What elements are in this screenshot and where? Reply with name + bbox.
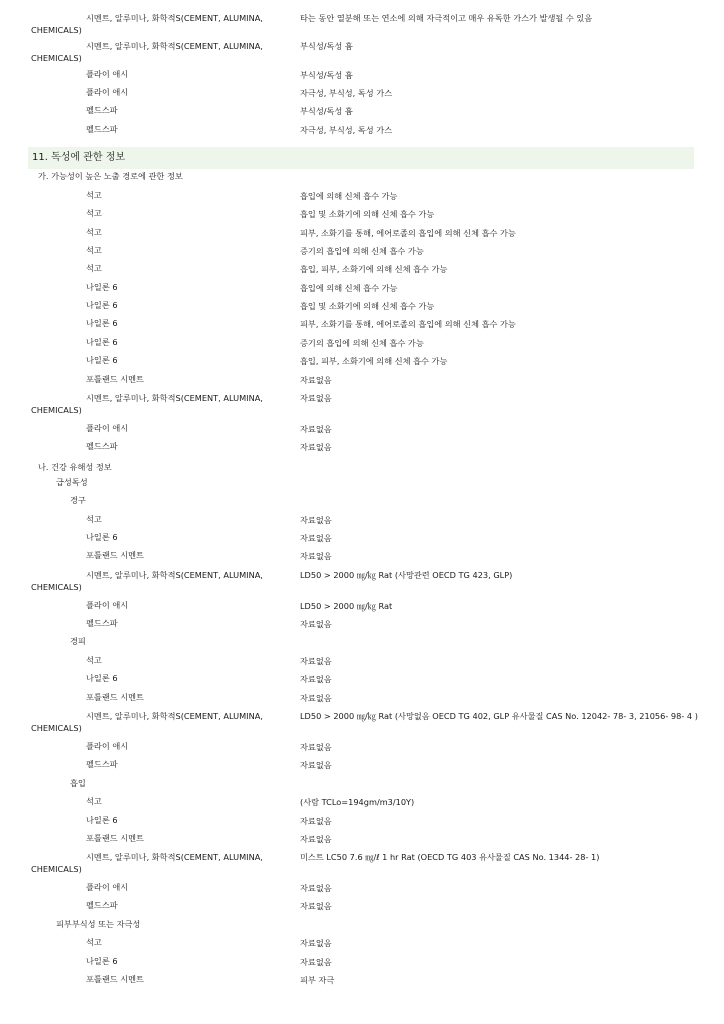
substance-name-cont: CHEMICALS) <box>31 405 82 415</box>
hazard-value: 자극성, 부식성, 독성 가스 <box>300 88 393 98</box>
tox-value: 자료없음 <box>300 533 332 543</box>
substance-name-cont: CHEMICALS) <box>31 53 82 63</box>
route-value: 피부, 소화기를 통해, 에어로졸의 흡입에 의해 신체 흡수 가능 <box>300 319 516 329</box>
tox-value: 자료없음 <box>300 901 332 911</box>
tox-value: (사람 TCLo=194gm/m3/10Y) <box>300 797 415 807</box>
section-title: 11. 독성에 관한 정보 <box>28 147 694 169</box>
substance-name: 펠드스파 <box>86 124 118 134</box>
tox-value: 자료없음 <box>300 816 332 826</box>
substance-name: 시멘트, 알루미나, 화학적S(CEMENT, ALUMINA, <box>86 570 263 580</box>
substance-name: 나일론 6 <box>86 956 118 966</box>
subsection-exposure: 가. 가능성이 높은 노출 경로에 관한 정보 <box>38 171 183 181</box>
substance-name: 나일론 6 <box>86 355 118 365</box>
hazard-value: 자극성, 부식성, 독성 가스 <box>300 125 393 135</box>
route-value: 자료없음 <box>300 375 332 385</box>
substance-name: 포틀랜드 시멘트 <box>86 974 144 984</box>
substance-name: 시멘트, 알루미나, 화학적S(CEMENT, ALUMINA, <box>86 13 263 23</box>
tox-value: 자료없음 <box>300 674 332 684</box>
hazard-value: 부식성/독성 흄 <box>300 106 353 116</box>
route-value: 증기의 흡입에 의해 신체 흡수 가능 <box>300 246 424 256</box>
substance-name: 플라이 애시 <box>86 69 129 79</box>
substance-name: 플라이 애시 <box>86 423 129 433</box>
substance-name: 시멘트, 알루미나, 화학적S(CEMENT, ALUMINA, <box>86 393 263 403</box>
tox-value: 자료없음 <box>300 656 332 666</box>
tox-value: 미스트 LC50 7.6 ㎎/ℓ 1 hr Rat (OECD TG 403 유사물질 CAS No. 1344- 28- 1) <box>300 852 600 862</box>
substance-name: 펠드스파 <box>86 105 118 115</box>
tox-value: 자료없음 <box>300 551 332 561</box>
substance-name: 플라이 애시 <box>86 600 129 610</box>
substance-name: 플라이 애시 <box>86 882 129 892</box>
substance-name-cont: CHEMICALS) <box>31 25 82 35</box>
substance-name: 나일론 6 <box>86 815 118 825</box>
substance-name: 포틀랜드 시멘트 <box>86 550 144 560</box>
substance-name: 석고 <box>86 190 102 200</box>
substance-name: 시멘트, 알루미나, 화학적S(CEMENT, ALUMINA, <box>86 711 263 721</box>
route-value: 흡입, 피부, 소화기에 의해 신체 흡수 가능 <box>300 356 448 366</box>
tox-value: 자료없음 <box>300 515 332 525</box>
substance-name: 펠드스파 <box>86 759 118 769</box>
tox-value: 자료없음 <box>300 742 332 752</box>
substance-name-cont: CHEMICALS) <box>31 864 82 874</box>
route-value: 자료없음 <box>300 424 332 434</box>
tox-value: 자료없음 <box>300 760 332 770</box>
substance-name: 석고 <box>86 796 102 806</box>
substance-name: 나일론 6 <box>86 300 118 310</box>
substance-name: 시멘트, 알루미나, 화학적S(CEMENT, ALUMINA, <box>86 852 263 862</box>
substance-name: 석고 <box>86 655 102 665</box>
substance-name-cont: CHEMICALS) <box>31 582 82 592</box>
substance-name: 펠드스파 <box>86 618 118 628</box>
heading-dermal: 경피 <box>70 636 86 646</box>
substance-name: 석고 <box>86 937 102 947</box>
substance-name: 시멘트, 알루미나, 화학적S(CEMENT, ALUMINA, <box>86 41 263 51</box>
tox-value: 자료없음 <box>300 834 332 844</box>
substance-name: 나일론 6 <box>86 318 118 328</box>
heading-skin: 피부부식성 또는 자극성 <box>56 919 141 929</box>
substance-name: 플라이 애시 <box>86 87 129 97</box>
substance-name: 포틀랜드 시멘트 <box>86 374 144 384</box>
route-value: 자료없음 <box>300 393 332 403</box>
route-value: 흡입에 의해 신체 흡수 가능 <box>300 191 398 201</box>
substance-name: 석고 <box>86 263 102 273</box>
substance-name: 나일론 6 <box>86 337 118 347</box>
route-value: 흡입, 피부, 소화기에 의해 신체 흡수 가능 <box>300 264 448 274</box>
substance-name: 포틀랜드 시멘트 <box>86 833 144 843</box>
substance-name: 나일론 6 <box>86 282 118 292</box>
substance-name-cont: CHEMICALS) <box>31 723 82 733</box>
hazard-value: 부식성/독성 흄 <box>300 41 353 51</box>
hazard-value: 부식성/독성 흄 <box>300 70 353 80</box>
route-value: 흡입에 의해 신체 흡수 가능 <box>300 283 398 293</box>
substance-name: 석고 <box>86 245 102 255</box>
substance-name: 포틀랜드 시멘트 <box>86 692 144 702</box>
hazard-value: 타는 동안 열분해 또는 연소에 의해 자극적이고 매우 유독한 가스가 발생될 수 있음 <box>300 13 593 23</box>
substance-name: 플라이 애시 <box>86 741 129 751</box>
substance-name: 나일론 6 <box>86 673 118 683</box>
tox-value: 자료없음 <box>300 693 332 703</box>
substance-name: 석고 <box>86 208 102 218</box>
tox-value: LD50 > 2000 ㎎/㎏ Rat (사망관련 OECD TG 423, GLP) <box>300 570 513 580</box>
heading-acute: 급성독성 <box>56 477 88 487</box>
tox-value: LD50 > 2000 ㎎/㎏ Rat <box>300 601 393 611</box>
route-value: 흡입 및 소화기에 의해 신체 흡수 가능 <box>300 209 435 219</box>
subsection-health: 나. 건강 유해성 정보 <box>38 462 112 472</box>
tox-value: 자료없음 <box>300 938 332 948</box>
route-value: 피부, 소화기를 통해, 에어로졸의 흡입에 의해 신체 흡수 가능 <box>300 228 516 238</box>
heading-oral: 경구 <box>70 495 86 505</box>
tox-value: 자료없음 <box>300 883 332 893</box>
route-value: 증기의 흡입에 의해 신체 흡수 가능 <box>300 338 424 348</box>
tox-value: 자료없음 <box>300 619 332 629</box>
route-value: 흡입 및 소화기에 의해 신체 흡수 가능 <box>300 301 435 311</box>
substance-name: 펠드스파 <box>86 900 118 910</box>
substance-name: 나일론 6 <box>86 532 118 542</box>
tox-value: LD50 > 2000 ㎎/㎏ Rat (사망없음 OECD TG 402, GLP 유사물질 CAS No. 12042- 78- 3, 21056- 98- 4 ) <box>300 711 698 721</box>
substance-name: 석고 <box>86 227 102 237</box>
route-value: 자료없음 <box>300 442 332 452</box>
heading-inhalation: 흡입 <box>70 778 86 788</box>
substance-name: 펠드스파 <box>86 441 118 451</box>
tox-value: 자료없음 <box>300 957 332 967</box>
tox-value: 피부 자극 <box>300 975 335 985</box>
substance-name: 석고 <box>86 514 102 524</box>
